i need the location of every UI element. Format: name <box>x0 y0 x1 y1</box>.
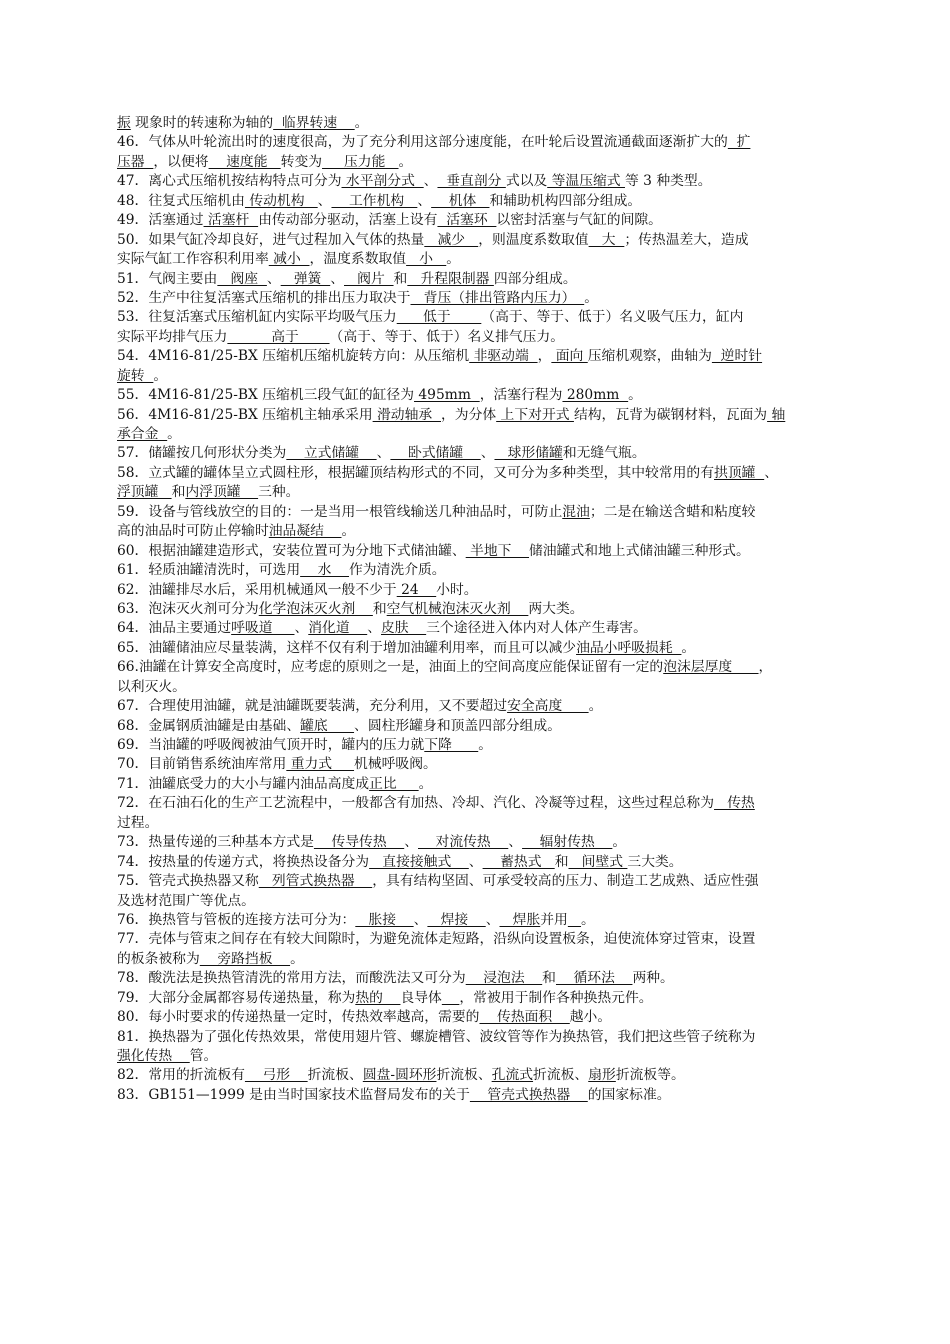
text-line <box>117 950 865 969</box>
question-text: 80．每小时要求的传递热量一定时，传热效率越高，需要的 <box>117 1009 480 1026</box>
answer-blank: 化学泡沫灭火剂 <box>258 600 373 617</box>
answer-blank: 高于 <box>227 328 330 345</box>
question-text: 。 <box>341 523 356 540</box>
answer-blank: 扩 <box>727 134 751 151</box>
question-text: ；二是在输送含蜡和粘度较 <box>589 503 756 520</box>
question-text: 53．往复活塞式压缩机缸内实际平均吸气压力 <box>117 309 397 326</box>
text-line <box>117 250 865 269</box>
answer-blank: 循环法 <box>555 970 633 987</box>
text-line <box>117 328 865 347</box>
question-text: 三大类。 <box>627 853 683 870</box>
question-text: 72．在石油石化的生产工艺流程中，一般都含有加热、冷却、汽化、冷凝等过程，这些过程总称为 <box>117 795 715 812</box>
question-text: 75．管壳式换热器又称 <box>117 873 259 890</box>
answer-blank: 皮肤 <box>381 620 427 637</box>
text-line <box>117 483 865 502</box>
text-line <box>117 192 865 211</box>
text-line <box>117 969 865 988</box>
question-text: 48．往复式压缩机由 <box>117 192 245 209</box>
text-line <box>117 464 865 483</box>
question-text: 结构，瓦背为碳钢材料，瓦面为 <box>573 406 768 423</box>
answer-blank: 小 <box>406 251 447 268</box>
answer-blank: 立式储罐 <box>286 445 377 462</box>
answer-blank: 垂直剖分 <box>437 173 506 190</box>
answer-blank: 面向 <box>551 348 588 365</box>
question-text: 四部分组成。 <box>493 270 577 287</box>
answer-blank: 逆时针 <box>711 348 763 365</box>
question-text: 实际气缸工作容积利用率 <box>117 251 269 268</box>
text-line <box>117 892 865 911</box>
question-text: ，为分体 <box>440 406 497 423</box>
question-text: 及选材范围广等优点。 <box>117 892 255 909</box>
question-text: 。 <box>167 426 181 442</box>
answer-blank: 胀接 <box>355 911 414 928</box>
question-text: 78．酸洗法是换热管清洗的常用方法，而酸洗法又可分为 <box>117 970 466 987</box>
question-text: 83．GB151—1999 是由当时国家技术监督局发布的关于 <box>117 1086 470 1103</box>
text-line <box>117 717 865 736</box>
question-text: ；传热温差大，造成 <box>624 231 749 248</box>
question-text: 并用 <box>540 911 568 928</box>
answer-blank: 滑动轴承 <box>372 406 441 423</box>
answer-blank: 蓄热式 <box>482 853 555 870</box>
answer-blank: 临界转速 <box>273 115 355 131</box>
question-text: 三种。 <box>258 484 300 501</box>
answer-blank: 495mm <box>414 387 480 404</box>
text-line <box>117 347 865 366</box>
question-text: 和无缝气瓶。 <box>562 445 646 462</box>
question-text: 、 <box>294 620 309 637</box>
question-text: 、 <box>317 192 332 209</box>
answer-blank: 活塞杆 <box>203 212 259 229</box>
answer-blank: 圆盘-圆环形 <box>362 1067 437 1084</box>
answer-blank: 上下对开式 <box>496 406 574 423</box>
answer-blank: 升程限制器 <box>407 270 494 287</box>
answer-blank: 弓形 <box>244 1067 308 1084</box>
text-line <box>117 367 865 386</box>
text-line <box>117 794 865 813</box>
question-text: 、 <box>468 853 483 870</box>
answer-blank: 阀片 <box>344 270 394 287</box>
question-text: 折流板、 <box>307 1067 363 1084</box>
text-line <box>117 930 865 949</box>
question-text: 59．设备与管线放空的目的：一是当用一根管线输送几种油品时，可防止 <box>117 503 563 520</box>
text-line <box>117 153 865 172</box>
question-text: 。 <box>681 639 696 656</box>
question-text: 46．气体从叶轮流出时的速度很高，为了充分利用这部分速度能，在叶轮后设置流通截面逐渐扩大的 <box>117 134 728 151</box>
text-line <box>117 133 865 152</box>
question-text: 、 <box>376 445 391 462</box>
question-text: 、 <box>480 445 495 462</box>
question-text: 55．4M16-81/25-BX 压缩机三段气缸的缸径为 <box>117 387 415 404</box>
question-text: 。 <box>446 251 461 268</box>
answer-blank: 油品凝结 <box>268 523 342 540</box>
question-text: ， <box>537 348 552 365</box>
question-text: 65．油罐储油应尽量装满，这样不仅有利于增加油罐利用率，而且可以减少 <box>117 639 577 656</box>
question-text: 两大类。 <box>528 600 584 617</box>
question-text: 和 <box>542 970 556 987</box>
answer-blank: 旋转 <box>117 367 154 384</box>
question-text: 、 <box>417 192 432 209</box>
answer-blank: 低于 <box>396 309 482 326</box>
question-text: 高的油品时可防止停输时 <box>117 523 269 540</box>
question-text: 73．热量传递的三种基本方式是 <box>117 834 314 851</box>
answer-blank: 非驱动端 <box>469 348 538 365</box>
answer-blank: 机体 <box>431 192 490 209</box>
question-text: 良导体 <box>400 989 442 1006</box>
question-text: ，具有结构坚固、可承受较高的压力、制造工艺成熟、适应性强 <box>372 873 759 890</box>
question-text: 51．气阀主要由 <box>117 270 218 287</box>
text-line <box>117 425 865 444</box>
question-text: 转变为 <box>280 153 323 170</box>
answer-blank: 水 <box>300 562 350 579</box>
answer-blank: 直接接触式 <box>369 853 469 870</box>
question-text: 和 <box>393 270 408 287</box>
question-text: 、圆柱形罐身和顶盖四部分组成。 <box>354 717 561 734</box>
question-text: 机械呼吸阀。 <box>354 756 437 773</box>
answer-blank: 热的 <box>355 989 401 1006</box>
answer-blank: 重力式 <box>286 756 355 773</box>
question-text: 49．活塞通过 <box>117 212 204 229</box>
question-text: 82．常用的折流板有 <box>117 1067 245 1084</box>
text-line <box>117 211 865 230</box>
text-line <box>117 1028 865 1047</box>
answer-blank: 油品小呼吸损耗 <box>576 639 682 656</box>
text-line <box>117 172 865 191</box>
text-line <box>117 775 865 794</box>
question-text: 、 <box>764 464 778 481</box>
text-line <box>117 270 865 289</box>
question-text: 。 <box>290 950 304 967</box>
question-text: 74．按热量的传递方式，将换热设备分为 <box>117 853 370 870</box>
question-text: 管。 <box>189 1048 218 1064</box>
text-line <box>117 1086 865 1105</box>
question-text: 、 <box>404 834 418 851</box>
question-text: 、 <box>330 270 344 287</box>
question-text: 和辅助机构四部分组成。 <box>489 192 642 209</box>
question-text: 和 <box>372 600 387 617</box>
answer-blank <box>442 990 460 1006</box>
text-line <box>117 1008 865 1027</box>
answer-blank: 24 <box>396 581 437 598</box>
question-text: 64．油品主要通过 <box>117 620 232 637</box>
answer-blank: 辐射传热 <box>522 834 613 851</box>
question-text: ，温度系数取值 <box>309 251 407 268</box>
question-text: 。 <box>478 737 493 753</box>
question-text: ，活塞行程为 <box>479 387 563 404</box>
answer-blank: 下降 <box>424 737 479 753</box>
question-text: 81．换热器为了强化传热效果，常使用翅片管、螺旋槽管、波纹管等作为换热管，我们把这些管子统称为 <box>117 1028 756 1045</box>
answer-blank: 传热面积 <box>479 1009 570 1026</box>
question-text: 。 <box>354 115 369 131</box>
answer-blank: 传热 <box>714 795 755 812</box>
answer-blank: 减小 <box>268 251 310 268</box>
text-line <box>117 114 865 133</box>
question-text: 。 <box>584 289 598 306</box>
question-text: 作为清洗介质。 <box>349 562 446 579</box>
answer-blank: 振 <box>117 115 131 131</box>
question-text: 56．4M16-81/25-BX 压缩机主轴承采用 <box>117 406 373 423</box>
answer-blank <box>568 912 581 928</box>
answer-blank: 扇形 <box>588 1067 616 1084</box>
answer-blank: 弹簧 <box>280 270 331 287</box>
answer-blank: 减少 <box>424 231 479 248</box>
question-text: ， <box>758 659 773 676</box>
question-text: 。 <box>398 153 413 170</box>
question-text: 等 3 种类型。 <box>624 173 712 190</box>
text-line <box>117 658 865 677</box>
text-line <box>117 911 865 930</box>
question-text: 由传动部分驱动，活塞上设有 <box>258 212 438 229</box>
question-text: 54．4M16-81/25-BX 压缩机压缩机旋转方向：从压缩机 <box>117 348 470 365</box>
answer-blank: 列管式换热器 <box>258 873 373 890</box>
text-line <box>117 1047 865 1066</box>
answer-blank: 阀座 <box>217 270 267 287</box>
answer-blank: 280mm <box>562 387 629 404</box>
answer-blank: 旁路挡板 <box>199 950 291 967</box>
question-text: 和 <box>554 853 569 870</box>
text-line <box>117 833 865 852</box>
text-line <box>117 619 865 638</box>
question-text: 77．壳体与管束之间存在有较大间隙时，为避免流体走短路，沿纵向设置板条，迫使流体穿过管束，设置 <box>117 931 756 948</box>
text-line <box>117 989 865 1008</box>
question-text: 76．换热管与管板的连接方法可分为： <box>117 911 356 928</box>
question-text: 式以及 <box>505 173 548 190</box>
answer-blank: 孔流式 <box>491 1067 534 1084</box>
text-line <box>117 444 865 463</box>
question-text: 67．合理使用油罐，就是油罐既要装满，充分利用，又不要超过 <box>117 698 508 715</box>
text-line <box>117 736 865 755</box>
question-text: 61．轻质油罐清洗时，可选用 <box>117 562 301 579</box>
question-text: 以密封活塞与气缸的间隙。 <box>496 212 662 229</box>
answer-blank: 内浮顶罐 <box>185 484 259 501</box>
answer-blank: 焊胀 <box>499 911 541 928</box>
answer-blank: 承合金 <box>117 426 168 442</box>
question-text: 、 <box>508 834 523 851</box>
text-line <box>117 1066 865 1085</box>
question-text: 。 <box>418 775 433 792</box>
answer-blank: 传导传热 <box>313 834 405 851</box>
text-line <box>117 697 865 716</box>
text-line <box>117 561 865 580</box>
question-text: 、 <box>367 620 381 637</box>
question-text: 、 <box>423 173 438 190</box>
question-text: 的国家标准。 <box>587 1086 671 1103</box>
question-text: 。 <box>612 834 627 851</box>
text-line <box>117 386 865 405</box>
question-text: 和 <box>171 484 186 501</box>
question-text: 62．油罐排尽水后，采用机械通风一般不少于 <box>117 581 397 598</box>
answer-blank: 间壁式 <box>568 853 628 870</box>
answer-blank: 焊接 <box>427 911 486 928</box>
question-text: 现象时的转速称为轴的 <box>130 115 274 131</box>
question-text: 折流板、 <box>533 1067 589 1084</box>
answer-blank: 正比 <box>369 775 419 792</box>
question-text: 79．大部分金属都容易传递热量，称为 <box>117 989 356 1006</box>
question-text: （高于、等于、低于）名义排气压力。 <box>329 328 565 345</box>
question-text: 压缩机观察，曲轴为 <box>587 348 712 365</box>
text-line <box>117 231 865 250</box>
question-text: 。 <box>153 367 168 384</box>
answer-blank: 罐底 <box>300 717 355 734</box>
answer-blank: 大 <box>588 231 625 248</box>
question-text: 、 <box>413 911 428 928</box>
question-text: 折流板等。 <box>615 1067 685 1084</box>
text-line <box>117 678 865 697</box>
answer-blank: 传动机构 <box>244 192 318 209</box>
answer-blank: 速度能 <box>208 153 281 170</box>
text-line <box>117 814 865 833</box>
text-line <box>117 289 865 308</box>
answer-blank: 呼吸道 <box>231 620 295 637</box>
question-text: 三个途径进入体内对人体产生毒害。 <box>426 620 647 637</box>
text-line <box>117 503 865 522</box>
question-text: 、 <box>485 911 500 928</box>
text-line <box>117 639 865 658</box>
question-text: 68．金属钢质油罐是由基础、 <box>117 717 301 734</box>
question-text: ，则温度系数取值 <box>478 231 589 248</box>
answer-blank: 安全高度 <box>507 698 589 715</box>
text-line <box>117 406 865 425</box>
answer-blank: 半地下 <box>465 542 530 559</box>
text-line <box>117 853 865 872</box>
question-text: 70．目前销售系统油库常用 <box>117 756 287 773</box>
answer-blank: 背压（排出管路内压力） <box>410 289 585 306</box>
text-line <box>117 308 865 327</box>
answer-blank: 混油 <box>562 503 590 520</box>
question-text: ，以便将 <box>153 153 209 170</box>
answer-blank: 强化传热 <box>117 1048 190 1064</box>
question-text: 50．如果气缸冷却良好，进气过程加入气体的热量 <box>117 231 425 248</box>
text-line <box>117 755 865 774</box>
answer-blank: 空气机械泡沫灭火剂 <box>386 600 529 617</box>
question-text: 实际平均排气压力 <box>117 328 228 345</box>
question-text: 。 <box>628 387 642 404</box>
text-line <box>117 872 865 891</box>
question-text: （高于、等于、低于）名义吸气压力，缸内 <box>481 309 744 326</box>
question-text: 。 <box>581 911 595 928</box>
text-line <box>117 600 865 619</box>
answer-blank: 对流传热 <box>418 834 509 851</box>
question-text: 63．泡沫灭火剂可分为 <box>117 600 259 617</box>
answer-blank: 消化道 <box>308 620 368 637</box>
text-line <box>117 522 865 541</box>
question-text: 52．生产中往复活塞式压缩机的排出压力取决于 <box>117 289 411 306</box>
answer-blank: 管壳式换热器 <box>469 1086 588 1103</box>
answer-blank: 球形储罐 <box>494 445 563 462</box>
question-text: 71．油罐底受力的大小与罐内油品高度成 <box>117 775 370 792</box>
answer-blank: 拱顶罐 <box>714 464 765 481</box>
answer-blank: 卧式储罐 <box>390 445 481 462</box>
question-text: 66.油罐在计算安全高度时，应考虑的原则之一是，油面上的空间高度应能保证留有一定的 <box>117 659 664 676</box>
text-line <box>117 581 865 600</box>
question-text: 58．立式罐的罐体呈立式圆柱形，根据罐顶结构形式的不同，又可分为多种类型，其中较常用的有 <box>117 464 715 481</box>
question-text: 以利灭火。 <box>117 678 186 695</box>
question-text: 的板条被称为 <box>117 950 200 967</box>
answer-blank: 泡沫层厚度 <box>663 659 759 676</box>
question-text: 两种。 <box>632 970 674 987</box>
question-text: 储油罐式和地上式储油罐三种形式。 <box>529 542 750 559</box>
question-text: 越小。 <box>569 1009 612 1026</box>
answer-blank: 压器 <box>117 153 154 170</box>
answer-blank: 工作机构 <box>331 192 418 209</box>
answer-blank: 浮顶罐 <box>117 484 172 501</box>
answer-blank: 等温压缩式 <box>547 173 625 190</box>
question-text: 。 <box>588 698 603 715</box>
answer-blank: 水平剖分式 <box>341 173 424 190</box>
question-text: 47．离心式压缩机按结构特点可分为 <box>117 173 342 190</box>
question-text: ，常被用于制作各种换热元件。 <box>459 989 653 1006</box>
document-page <box>117 114 865 1105</box>
question-text: 57．储罐按几何形状分类为 <box>117 445 287 462</box>
question-text: 69．当油罐的呼吸阀被油气顶开时，罐内的压力就 <box>117 737 425 753</box>
question-text: 、 <box>266 270 281 287</box>
question-text: 小时。 <box>436 581 478 598</box>
question-text: 60．根据油罐建造形式，安装位置可为分地下式储油罐、 <box>117 542 466 559</box>
answer-blank: 浸泡法 <box>465 970 543 987</box>
answer-blank: 轴 <box>767 406 786 423</box>
text-line <box>117 542 865 561</box>
question-text: 折流板、 <box>436 1067 492 1084</box>
answer-blank: 压力能 <box>322 153 399 170</box>
question-text: 过程。 <box>117 814 159 831</box>
answer-blank: 活塞环 <box>437 212 497 229</box>
